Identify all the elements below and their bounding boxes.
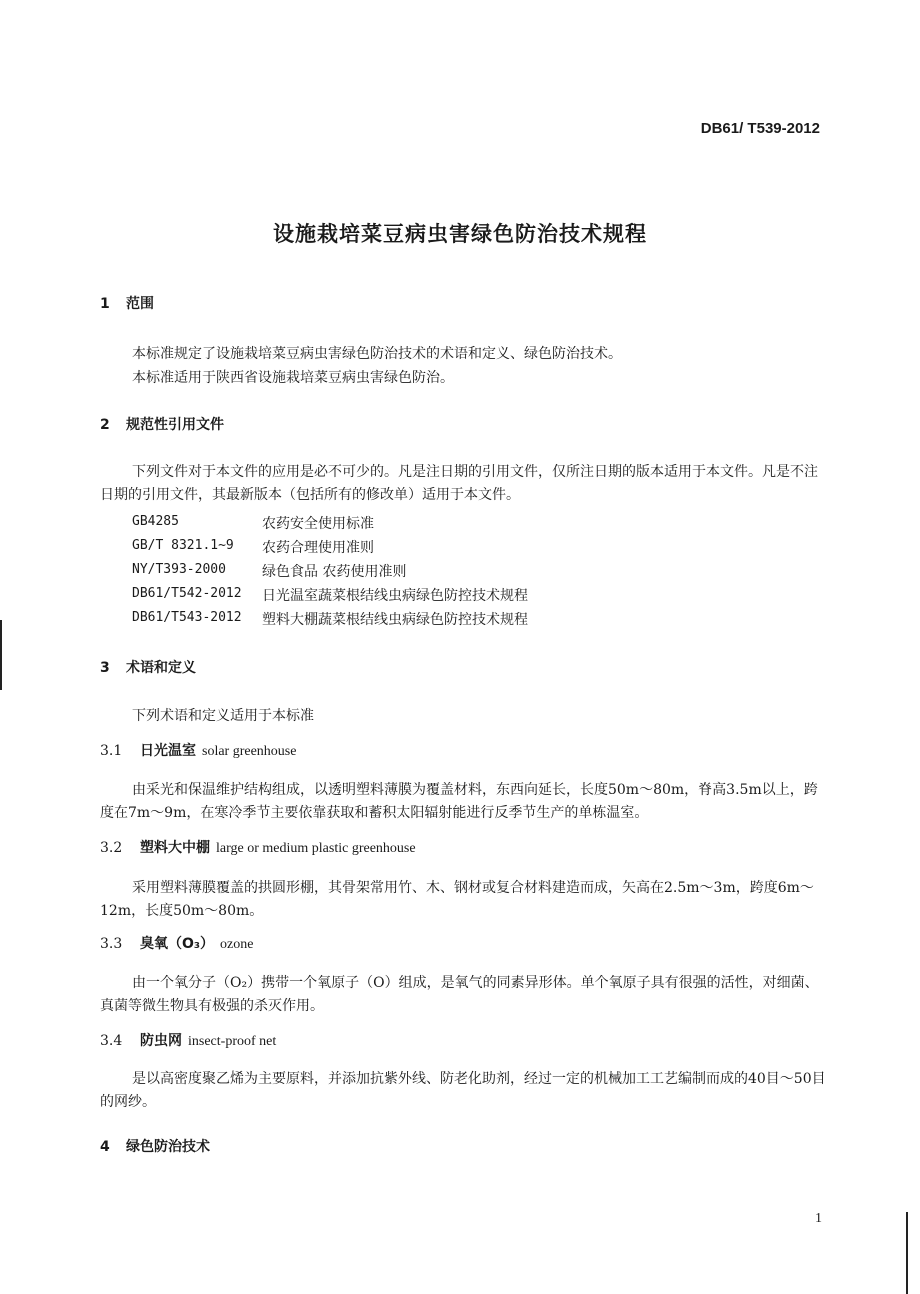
term-chinese: 臭氧（O₃） bbox=[140, 936, 215, 952]
term-english: ozone bbox=[220, 937, 254, 952]
section-1-heading bbox=[100, 293, 154, 313]
term-english: insect-proof net bbox=[188, 1034, 277, 1049]
reference-code: GB/T 8321.1~9 bbox=[132, 538, 234, 553]
term-english: large or medium plastic greenhouse bbox=[216, 841, 416, 856]
section-number: 4 bbox=[100, 1139, 110, 1155]
reference-title: 农药安全使用标准 bbox=[262, 516, 374, 532]
term-english: solar greenhouse bbox=[202, 744, 297, 759]
section-title: 术语和定义 bbox=[126, 660, 196, 676]
section-3-heading bbox=[100, 657, 196, 677]
section-number: 2 bbox=[100, 417, 110, 433]
section-2-heading bbox=[100, 414, 224, 434]
section-2-intro: 下列文件对于本文件的应用是必不可少的。凡是注日期的引用文件，仅所注日期的版本适用于本文件。凡是不注日期的引用文件，其最新版本（包括所有的修改单）适用于本文件。 bbox=[100, 464, 818, 503]
term-chinese: 防虫网 bbox=[140, 1033, 182, 1049]
term-number: 3.2 bbox=[100, 840, 123, 856]
page-number: 1 bbox=[815, 1211, 822, 1226]
reference-title: 塑料大棚蔬菜根结线虫病绿色防控技术规程 bbox=[262, 612, 528, 628]
section-title: 范围 bbox=[126, 296, 154, 312]
reference-title: 绿色食品 农药使用准则 bbox=[262, 564, 407, 580]
term-chinese: 塑料大中棚 bbox=[140, 840, 210, 856]
section-number: 1 bbox=[100, 296, 110, 312]
term-3-2-heading bbox=[100, 837, 416, 857]
section-title: 绿色防治技术 bbox=[126, 1139, 210, 1155]
term-3-4-heading bbox=[100, 1030, 276, 1050]
section-1-paragraph-2: 本标准适用于陕西省设施栽培菜豆病虫害绿色防治。 bbox=[132, 370, 454, 386]
term-3-3-heading bbox=[100, 933, 253, 953]
term-3-4-definition: 是以高密度聚乙烯为主要原料，并添加抗紫外线、防老化助剂，经过一定的机械加工工艺编制而成的40目～50目的网纱。 bbox=[100, 1071, 826, 1110]
scan-edge-mark bbox=[0, 620, 2, 690]
section-4-heading bbox=[100, 1136, 210, 1156]
reference-code: DB61/T543-2012 bbox=[132, 610, 242, 625]
term-3-1-heading bbox=[100, 740, 296, 760]
page-title: 设施栽培菜豆病虫害绿色防治技术规程 bbox=[273, 222, 647, 246]
reference-code: NY/T393-2000 bbox=[132, 562, 226, 577]
term-3-1-definition: 由采光和保温维护结构组成，以透明塑料薄膜为覆盖材料，东西向延长，长度50m～80m，脊高3.5m以上，跨度在7m～9m，在寒冷季节主要依靠获取和蓄积太阳辐射能进行反季节生产的单栋温室。 bbox=[100, 782, 818, 821]
scan-edge-mark bbox=[906, 1212, 908, 1294]
reference-code: GB4285 bbox=[132, 514, 179, 529]
reference-title: 农药合理使用准则 bbox=[262, 540, 374, 556]
section-number: 3 bbox=[100, 660, 110, 676]
standard-code: DB61/ T539-2012 bbox=[700, 120, 820, 137]
term-3-2-definition: 采用塑料薄膜覆盖的拱圆形棚，其骨架常用竹、木、钢材或复合材料建造而成，矢高在2.5m～3m，跨度6m～12m，长度50m～80m。 bbox=[100, 880, 814, 919]
reference-title: 日光温室蔬菜根结线虫病绿色防控技术规程 bbox=[262, 588, 528, 604]
section-title: 规范性引用文件 bbox=[126, 417, 224, 433]
term-number: 3.3 bbox=[100, 936, 123, 952]
section-1-paragraph-1: 本标准规定了设施栽培菜豆病虫害绿色防治技术的术语和定义、绿色防治技术。 bbox=[132, 346, 622, 362]
reference-code: DB61/T542-2012 bbox=[132, 586, 242, 601]
term-number: 3.1 bbox=[100, 743, 123, 759]
section-3-intro: 下列术语和定义适用于本标准 bbox=[132, 708, 314, 724]
term-chinese: 日光温室 bbox=[140, 743, 196, 759]
term-3-3-definition: 由一个氧分子（O₂）携带一个氧原子（O）组成，是氧气的同素异形体。单个氧原子具有很强的活性，对细菌、真菌等微生物具有极强的杀灭作用。 bbox=[100, 975, 819, 1014]
term-number: 3.4 bbox=[100, 1033, 123, 1049]
